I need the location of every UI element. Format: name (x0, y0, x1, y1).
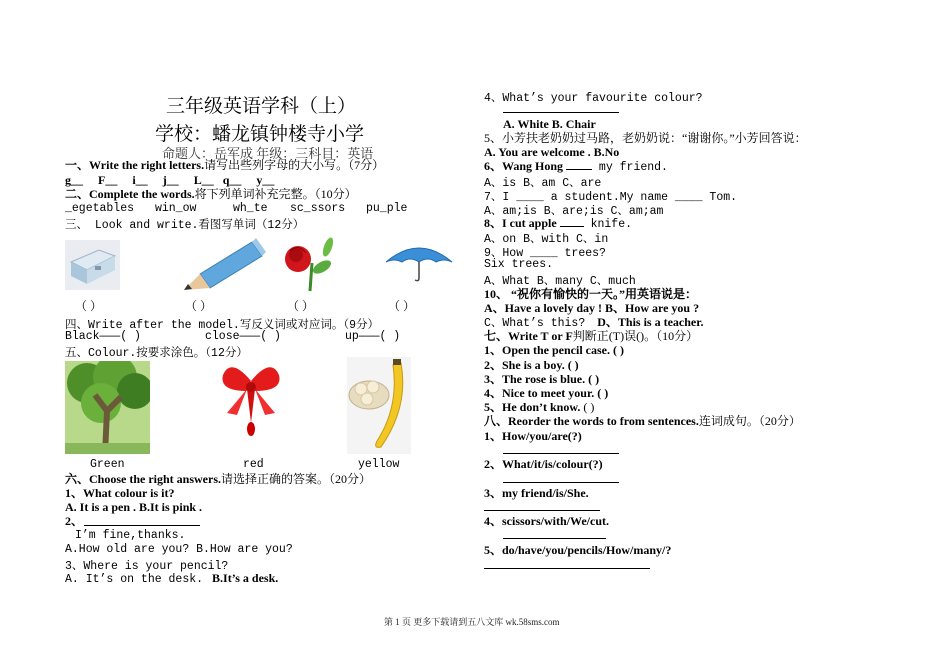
letter-item[interactable]: j__ (162, 173, 179, 187)
question-1-options[interactable]: A. It is a pen . B.It is pink . (65, 500, 203, 514)
answer-blank[interactable]: （ ） (185, 299, 213, 313)
question-2: 2、 (65, 514, 84, 528)
tf-item[interactable]: 1、Open the pencil case. ( ) (484, 343, 624, 357)
section-7-heading: 七、Write T or F判断正(T)误()。（10分） (484, 329, 699, 343)
question-9-text: Six trees. (484, 258, 554, 271)
question-6: 6、Wang Hong my friend. (484, 159, 668, 174)
question-2-text: I’m fine,thanks. (75, 529, 186, 542)
letter-item[interactable]: i__ (132, 173, 148, 187)
eraser-image (65, 240, 120, 290)
question-9-options[interactable]: A、What B、many C、much (484, 275, 636, 288)
letter-item[interactable]: L__ (193, 173, 214, 187)
colour-label-red: red (243, 458, 264, 471)
question-10: 10、 “祝你有愉快的一天。”用英语说是： (484, 287, 698, 301)
reorder-item: 3、my friend/is/She. (484, 486, 589, 500)
tf-item[interactable]: 2、She is a boy. ( ) (484, 358, 579, 372)
letters-row (65, 173, 274, 187)
answer-blank[interactable]: （ ） (287, 299, 315, 313)
tf-item[interactable]: 5、He don’t know. ( ) (484, 400, 595, 414)
question-6-options[interactable]: A、is B、am C、are (484, 177, 602, 190)
section-3-heading: 三、 Look and write.看图写单词（12分） (65, 219, 305, 232)
question-3-options[interactable]: A. It’s on the desk. B.It’s a desk. (65, 571, 279, 586)
reorder-item: 5、do/have/you/pencils/How/many/? (484, 543, 672, 557)
antonym-item[interactable]: up———( ) (345, 330, 401, 343)
tf-item[interactable]: 4、Nice to meet your. ( ) (484, 386, 609, 400)
page-title: 三年级英语学科（上） (166, 96, 357, 117)
answer-line[interactable] (503, 482, 619, 483)
banana-image (347, 357, 411, 454)
answer-blank[interactable]: （ ） (75, 299, 103, 313)
word-item[interactable]: win_ow (155, 202, 197, 215)
section-1-heading: 一、Write the right letters.请写出些列字母的大小写。（7分） (65, 158, 385, 172)
letter-item[interactable]: q__ (222, 173, 242, 187)
answer-line[interactable] (503, 112, 619, 113)
reorder-item: 4、scissors/with/We/cut. (484, 514, 609, 528)
pencil-image (176, 236, 268, 294)
question-2-options[interactable]: A.How old are you? B.How are you? (65, 543, 293, 556)
umbrella-image (384, 240, 454, 282)
question-5: 5、小芳扶老奶奶过马路，老奶奶说：“谢谢你。”小芳回答说： (484, 131, 807, 145)
answer-blank[interactable]: （ ） (388, 299, 416, 313)
letter-item[interactable]: F__ (98, 173, 118, 187)
answer-line[interactable] (484, 568, 650, 569)
section-5-heading: 五、Colour.按要求涂色。（12分） (65, 347, 248, 360)
question-8-options[interactable]: A、on B、with C、in (484, 233, 609, 246)
answer-line[interactable] (503, 453, 619, 454)
antonym-item[interactable]: close———( ) (205, 330, 281, 343)
question-3: 3、Where is your pencil? (65, 560, 229, 573)
section-2-heading: 二、Complete the words.将下列单词补充完整。（10分） (65, 187, 357, 201)
colour-label-green: Green (90, 458, 125, 471)
question-7-options[interactable]: A、am;is B、are;is C、am;am (484, 205, 664, 218)
question-4-options[interactable]: A. White B. Chair (503, 117, 596, 131)
antonym-item[interactable]: Black———( ) (65, 330, 141, 343)
tree-image (65, 361, 150, 454)
answer-line[interactable] (484, 510, 600, 511)
tf-item[interactable]: 3、The rose is blue. ( ) (484, 372, 600, 386)
bow-image (217, 361, 285, 439)
exam-meta: 命题人：岳军成 年级：三科目：英语 (162, 146, 374, 161)
word-item[interactable]: pu_ple (366, 202, 408, 215)
question-7: 7、I ____ a student.My name ____ Tom. (484, 191, 738, 204)
reorder-item: 1、How/you/are(?) (484, 429, 582, 443)
question-10-options-ab[interactable]: A、Have a lovely day ! B、How are you ? (484, 301, 700, 315)
reorder-item: 2、What/it/is/colour(?) (484, 457, 603, 471)
section-6-heading: 六、Choose the right answers.请选择正确的答案。（20分） (65, 472, 372, 486)
letter-item[interactable]: g__ (65, 173, 83, 187)
section-4-heading: 四、Write after the model.写反义词或对应词。（9分） (65, 319, 379, 332)
letter-item[interactable]: y__ (256, 173, 275, 187)
school-name: 学校：蟠龙镇钟楼寺小学 (155, 124, 365, 145)
answer-line[interactable] (503, 538, 606, 539)
page-footer: 第 1 页 更多下载请到五八文库 wk.58sms.com (384, 617, 560, 627)
answer-line[interactable] (84, 525, 200, 526)
word-item[interactable]: _egetables (65, 202, 135, 215)
question-8: 8、I cut apple knife. (484, 216, 632, 231)
question-5-options[interactable]: A. You are welcome . B.No (484, 145, 620, 159)
question-10-options-cd[interactable]: C、What’s this? D、This is a teacher. (484, 315, 704, 330)
colour-label-yellow: yellow (358, 458, 400, 471)
word-item[interactable]: sc_ssors (290, 202, 346, 215)
question-4: 4、What’s your favourite colour? (484, 92, 703, 105)
question-1: 1、What colour is it? (65, 486, 175, 500)
word-item[interactable]: wh_te (233, 202, 268, 215)
question-9: 9、How ____ trees? (484, 247, 606, 260)
rose-image (282, 233, 342, 293)
section-8-heading: 八、Reorder the words to from sentences.连词成句。（20分） (484, 414, 801, 428)
